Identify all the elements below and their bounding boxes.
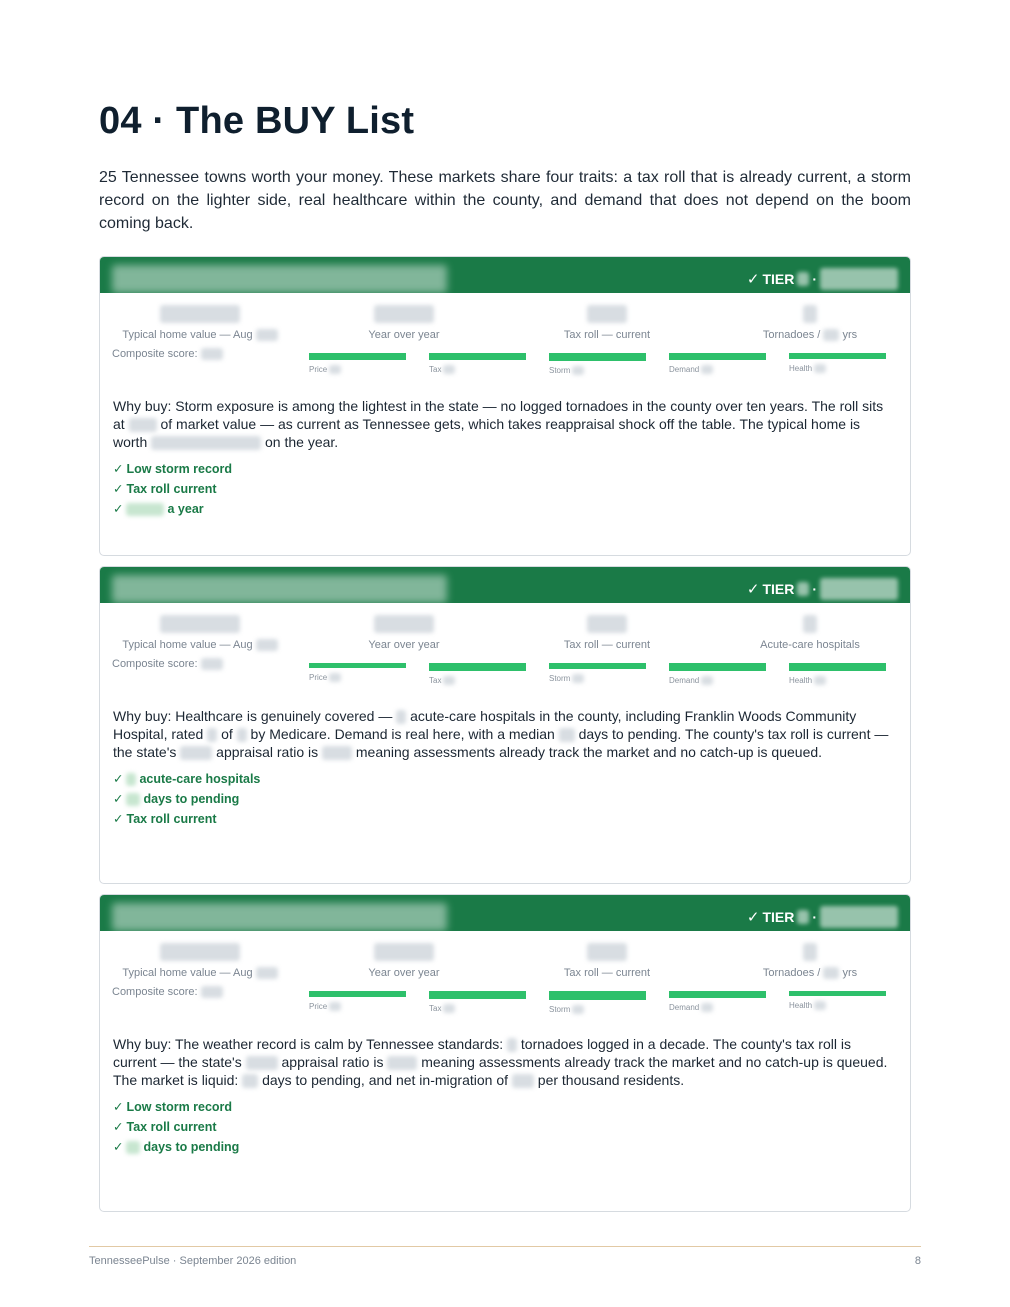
tier-strength-redacted bbox=[820, 268, 898, 290]
check-icon: ✓ bbox=[113, 482, 124, 496]
composite-score: Composite score: bbox=[112, 658, 223, 670]
bar-storm: Storm bbox=[549, 991, 646, 1014]
page-title: 04 · The BUY List bbox=[99, 100, 415, 142]
bar-health: Health bbox=[789, 663, 886, 685]
stat-yoy: Year over year bbox=[304, 305, 504, 343]
bullet-list bbox=[113, 459, 897, 519]
bar-health: Health bbox=[789, 991, 886, 1010]
tier-badge: ✓ TIER · bbox=[747, 906, 898, 928]
check-icon: ✓ bbox=[746, 581, 760, 598]
bar-demand: Demand bbox=[669, 991, 766, 1012]
stat-home-value: Typical home value — Aug bbox=[100, 615, 300, 653]
buy-card bbox=[99, 256, 911, 556]
tier-badge: ✓ TIER · bbox=[747, 578, 898, 600]
composite-score: Composite score: bbox=[112, 986, 223, 998]
town-name-redacted bbox=[112, 265, 447, 293]
bar-storm: Storm bbox=[549, 663, 646, 683]
bar-demand: Demand bbox=[669, 663, 766, 685]
card-header bbox=[100, 567, 910, 603]
footer-edition: TennesseePulse · September 2026 edition bbox=[89, 1255, 297, 1267]
bullet-item: ✓ a year bbox=[113, 499, 897, 519]
score-bars bbox=[100, 667, 910, 697]
why-buy-text: Why buy: Healthcare is genuinely covered — acute-care hospitals in the county, including Franklin Woods Community Hospital, rated of by Medicare. Demand is real here, with a median days to pending. The county's tax roll is current — the state's appraisal ratio is meaning assessments already track the market and no catch-up is queued. bbox=[113, 708, 889, 760]
intro-paragraph: 25 Tennessee towns worth your money. These markets share four traits: a tax roll that is already current, a storm record on the lighter side, real healthcare within the county, and demand that does not depend on the boom coming back. bbox=[99, 169, 911, 232]
town-name-redacted bbox=[112, 903, 447, 931]
stat-home-value: Typical home value — Aug bbox=[100, 943, 300, 981]
stat-hospitals: Acute-care hospitals bbox=[710, 615, 910, 653]
bullet-item: ✓ Low storm record bbox=[113, 459, 897, 479]
bullet-item: ✓ Tax roll current bbox=[113, 809, 897, 829]
stat-yoy: Year over year bbox=[304, 615, 504, 653]
bullet-item: ✓ Tax roll current bbox=[113, 1117, 897, 1137]
bullet-item: ✓ days to pending bbox=[113, 789, 897, 809]
tier-label: TIER bbox=[762, 271, 795, 287]
bullet-item: ✓ Low storm record bbox=[113, 1097, 897, 1117]
stat-tornadoes: Tornadoes / yrs bbox=[710, 943, 910, 981]
tier-badge: ✓ TIER · bbox=[747, 268, 898, 290]
composite-score: Composite score: bbox=[112, 348, 223, 360]
check-icon: ✓ bbox=[113, 772, 124, 786]
stats-row bbox=[100, 293, 910, 360]
tier-label: TIER bbox=[762, 909, 795, 925]
tier-number-redacted bbox=[797, 582, 809, 596]
bar-storm: Storm bbox=[549, 353, 646, 375]
check-icon: ✓ bbox=[113, 1100, 124, 1114]
bar-demand: Demand bbox=[669, 353, 766, 374]
tier-label: TIER bbox=[762, 581, 795, 597]
bar-price: Price bbox=[309, 353, 406, 374]
check-icon: ✓ bbox=[113, 1120, 124, 1134]
why-buy-text: Why buy: Storm exposure is among the lightest in the state — no logged tornadoes in the county over ten years. The roll sits at of market value — as current as Tennessee gets, which takes reappraisal shock off the table. The typical home is worth on the year. bbox=[113, 398, 884, 450]
bullet-item: ✓ days to pending bbox=[113, 1137, 897, 1157]
bar-tax: Tax bbox=[429, 663, 526, 685]
footer-rule bbox=[89, 1246, 921, 1247]
check-icon: ✓ bbox=[746, 271, 760, 288]
buy-card bbox=[99, 894, 911, 1212]
bullet-item: ✓ acute-care hospitals bbox=[113, 769, 897, 789]
bar-tax: Tax bbox=[429, 991, 526, 1013]
bar-health: Health bbox=[789, 353, 886, 373]
bar-price: Price bbox=[309, 663, 406, 682]
check-icon: ✓ bbox=[113, 792, 124, 806]
town-name-redacted bbox=[112, 575, 447, 603]
bullet-list bbox=[113, 1097, 897, 1157]
tier-strength-redacted bbox=[820, 906, 898, 928]
check-icon: ✓ bbox=[113, 502, 124, 516]
check-icon: ✓ bbox=[113, 462, 124, 476]
stat-home-value: Typical home value — Aug bbox=[100, 305, 300, 343]
score-bars bbox=[100, 357, 910, 387]
tier-strength-redacted bbox=[820, 578, 898, 600]
stat-tax-roll: Tax roll — current bbox=[507, 943, 707, 981]
buy-card bbox=[99, 566, 911, 884]
bullet-list bbox=[113, 769, 897, 829]
bar-tax: Tax bbox=[429, 353, 526, 374]
check-icon: ✓ bbox=[113, 812, 124, 826]
tier-number-redacted bbox=[797, 272, 809, 286]
stat-yoy: Year over year bbox=[304, 943, 504, 981]
score-bars bbox=[100, 995, 910, 1025]
card-header bbox=[100, 895, 910, 931]
stats-row bbox=[100, 931, 910, 998]
bar-price: Price bbox=[309, 991, 406, 1011]
stat-tax-roll: Tax roll — current bbox=[507, 305, 707, 343]
check-icon: ✓ bbox=[746, 909, 760, 926]
stat-tax-roll: Tax roll — current bbox=[507, 615, 707, 653]
tier-number-redacted bbox=[797, 910, 809, 924]
card-header bbox=[100, 257, 910, 293]
why-buy-text: Why buy: The weather record is calm by Tennessee standards: tornadoes logged in a decade. The county's tax roll is current — the state's appraisal ratio is meaning assessments already track the market and no catch-up is queued. The market is liquid: days to pending, and net in-migration of per thousand residents. bbox=[113, 1036, 888, 1088]
stats-row bbox=[100, 603, 910, 670]
stat-tornadoes: Tornadoes / yrs bbox=[710, 305, 910, 343]
bullet-item: ✓ Tax roll current bbox=[113, 479, 897, 499]
check-icon: ✓ bbox=[113, 1140, 124, 1154]
page-number: 8 bbox=[914, 1255, 921, 1267]
